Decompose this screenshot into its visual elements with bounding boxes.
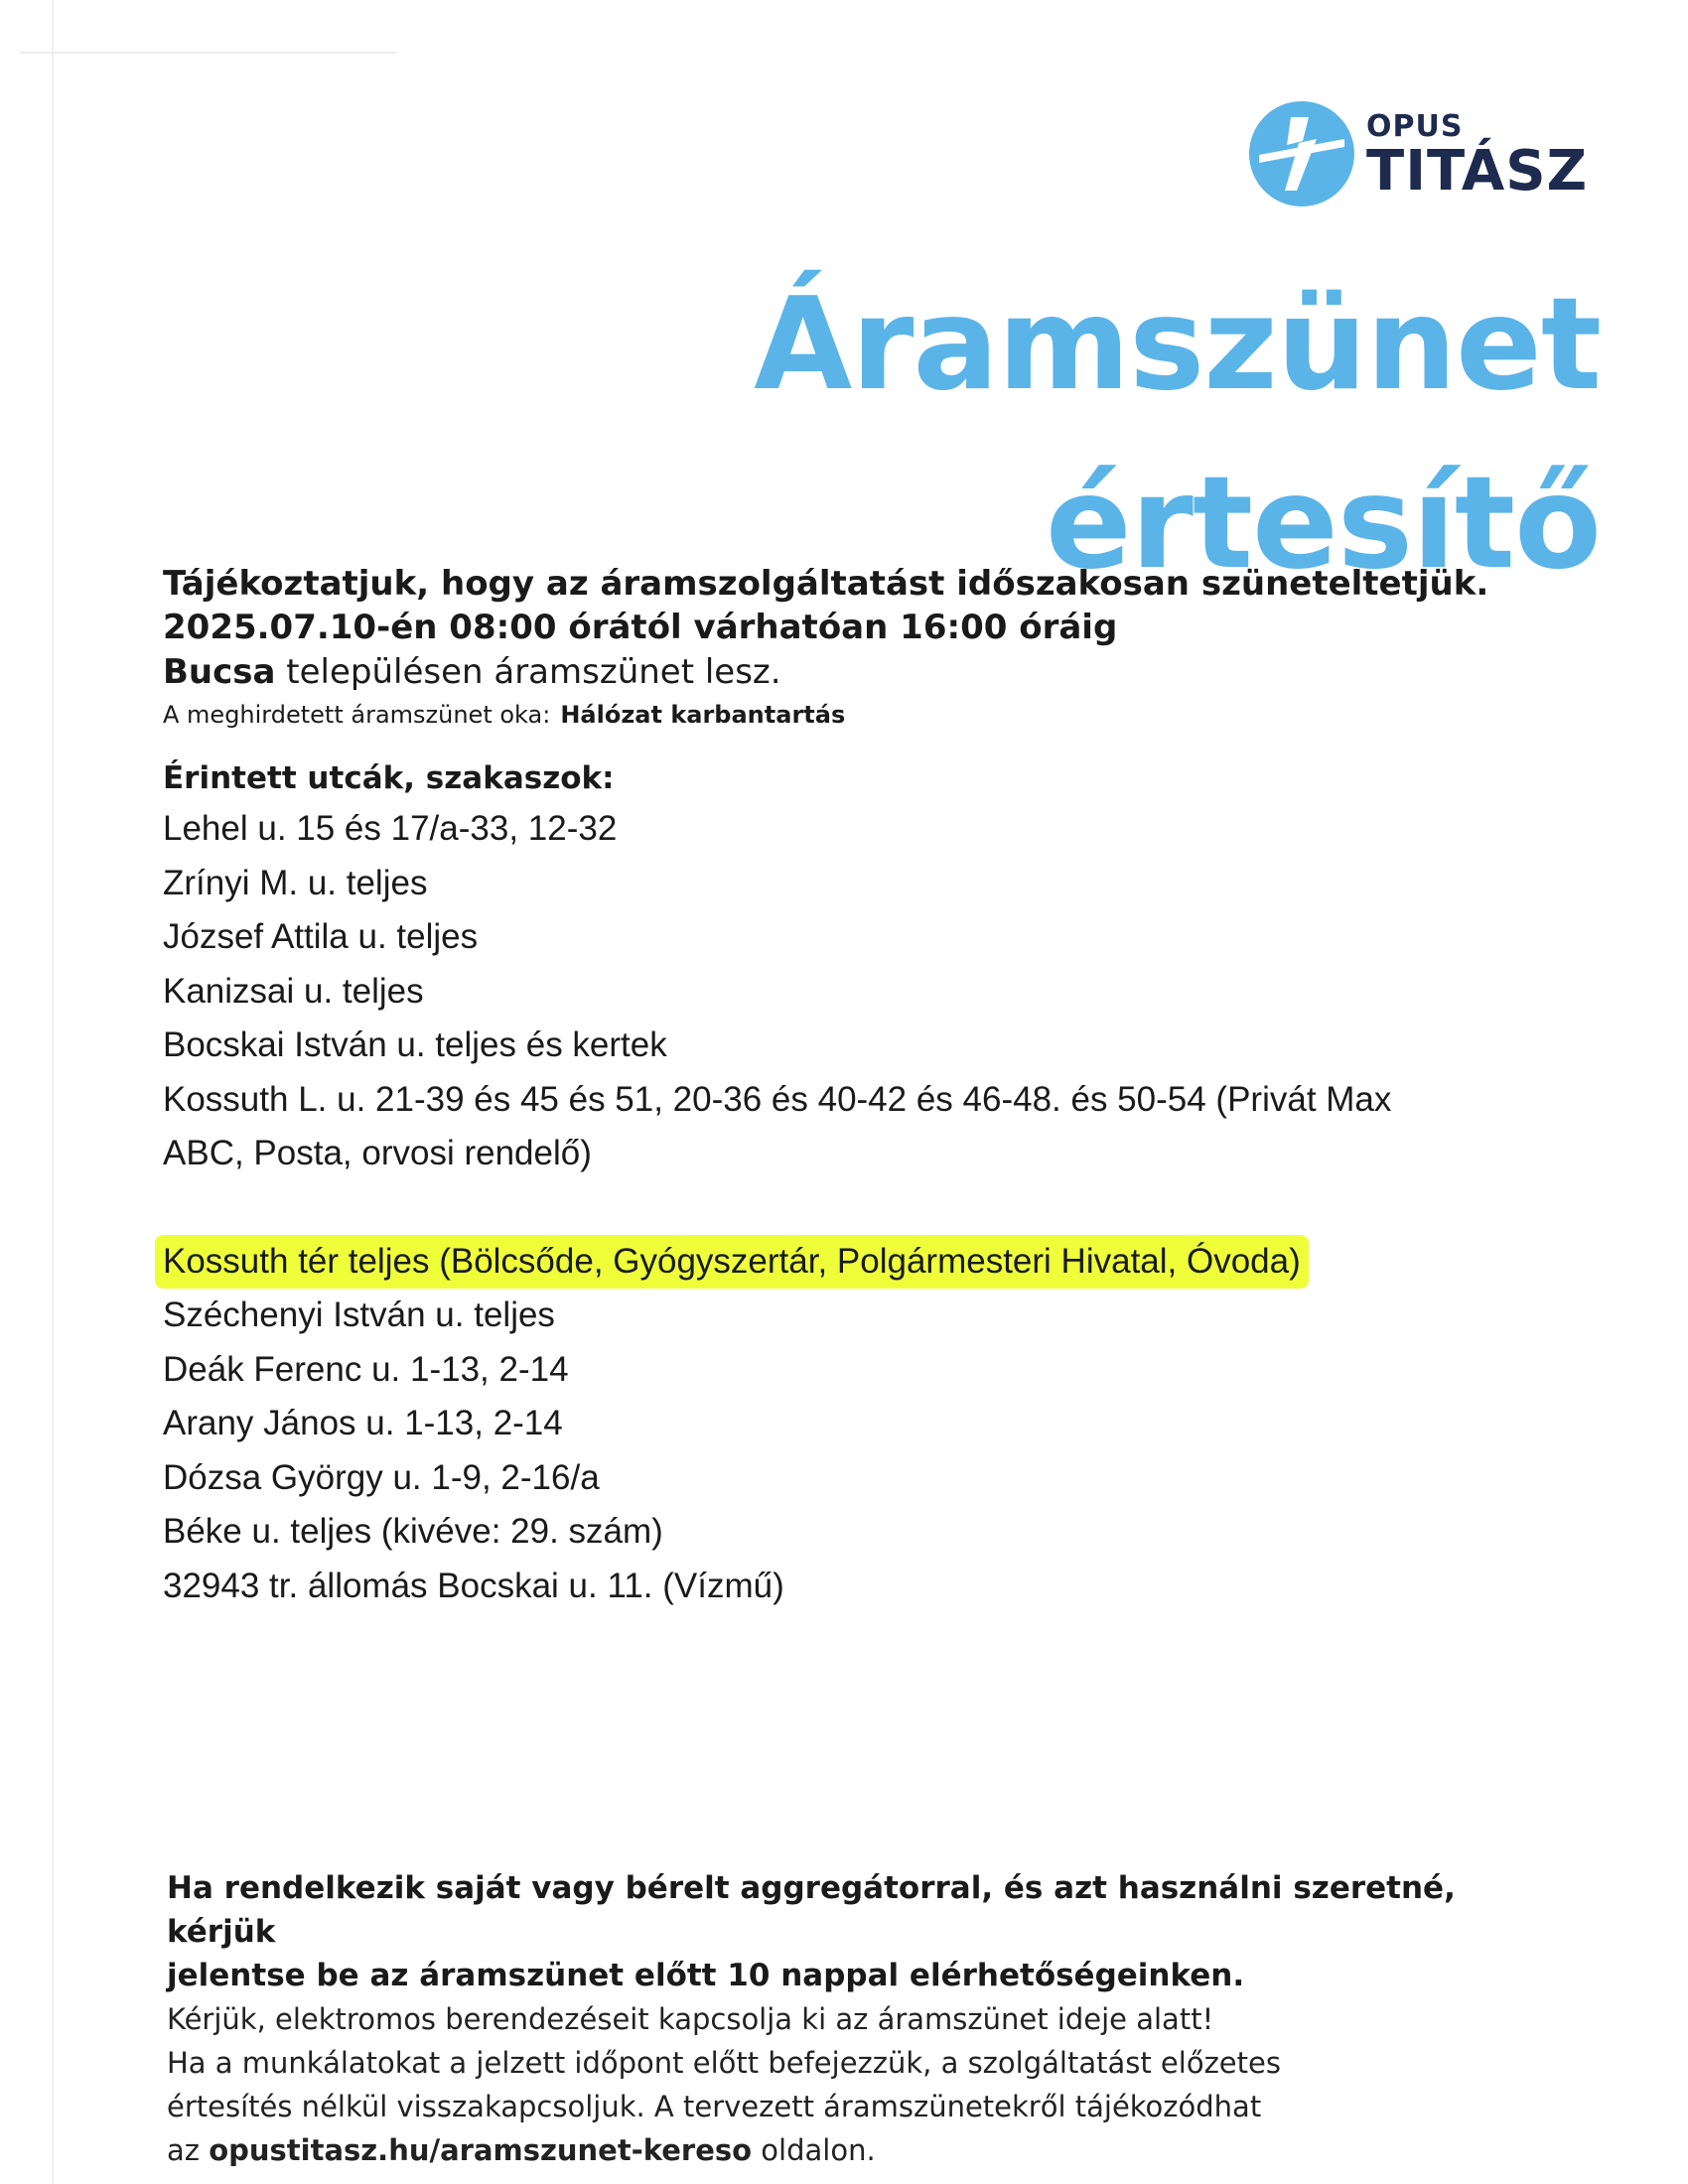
street-item: Bocskai István u. teljes és kertek [163,1025,667,1064]
street-item: József Attila u. teljes [163,917,479,956]
generator-notice-line2: jelentse be az áramszünet előtt 10 nappal elérhetőségeinken. [167,1958,1245,1993]
street-item-highlighted [163,1235,1513,1290]
page-title-line1: Áramszünet [754,271,1601,419]
reason-value: Hálózat karbantartás [560,701,846,729]
page-title-line2: értesítő [1045,450,1601,598]
outage-datetime: 2025.07.10-én 08:00 órától várhatóan 16:00 óráig [163,608,1118,647]
switch-off-request: Kérjük, elektromos berendezéseit kapcsolja ki az áramszünet ideje alatt! [167,2002,1214,2036]
street-item: Kossuth L. u. 21-39 és 45 és 51, 20-36 és 40-42 és 46-48. és 50-54 (Privát Max [163,1079,1392,1119]
street-item: Széchenyi István u. teljes [163,1296,555,1334]
intro-block [163,562,1503,733]
early-restore-line2: értesítés nélkül visszakapcsoljuk. A tervezett áramszünetekről tájékozódhat [167,2090,1262,2123]
generator-notice-line1: Ha rendelkezik saját vagy bérelt aggregátorral, és azt használni szeretné, kérjük [167,1870,1456,1950]
street-item: ABC, Posta, orvosi rendelő) [163,1134,592,1172]
outage-reason [163,697,1503,733]
early-restore-line1: Ha a munkálatokat a jelzett időpont előtt befejezzük, a szolgáltatást előzetes [167,2046,1281,2080]
footer-notice [167,1866,1557,2172]
logo-titasz-text: TITÁSZ [1366,139,1589,204]
street-item: Lehel u. 15 és 17/a-33, 12-32 [163,809,618,848]
scan-edge-line [52,0,54,2184]
logo-opus-text: OPUS [1366,109,1464,144]
settlement-name: Bucsa [163,652,276,692]
affected-streets-list [163,802,1513,1613]
street-item: Kanizsai u. teljes [163,971,424,1011]
website-line [167,2128,1557,2172]
streets-heading: Érintett utcák, szakaszok: [163,760,615,796]
street-item: Arany János u. 1-13, 2-14 [163,1404,563,1442]
location-rest: településen áramszünet lesz. [275,652,781,692]
intro-notice: Tájékoztatjuk, hogy az áramszolgáltatást időszakosan szüneteltetjük. [163,564,1489,604]
street-item: Deák Ferenc u. 1-13, 2-14 [163,1349,569,1389]
outage-location [163,649,1503,695]
website-pre: az [167,2133,210,2167]
website-post: oldalon. [752,2133,876,2167]
street-item: Zrínyi M. u. teljes [163,863,428,902]
highlight-mark: Kossuth tér teljes (Bölcsőde, Gyógyszertár, Polgármesteri Hivatal, Óvoda) [155,1235,1309,1290]
website-link: opustitasz.hu/aramszunet-kereso [209,2133,753,2167]
scan-top-line [20,52,397,54]
logo-emblem-icon [1247,99,1356,208]
reason-label: A meghirdetett áramszünet oka: [163,701,551,729]
street-item: Dózsa György u. 1-9, 2-16/a [163,1457,600,1497]
street-item: Béke u. teljes (kivéve: 29. szám) [163,1512,663,1551]
list-spacer [163,1181,1513,1235]
street-item: 32943 tr. állomás Bocskai u. 11. (Vízmű) [163,1566,784,1605]
opus-titasz-logo [1247,95,1605,212]
